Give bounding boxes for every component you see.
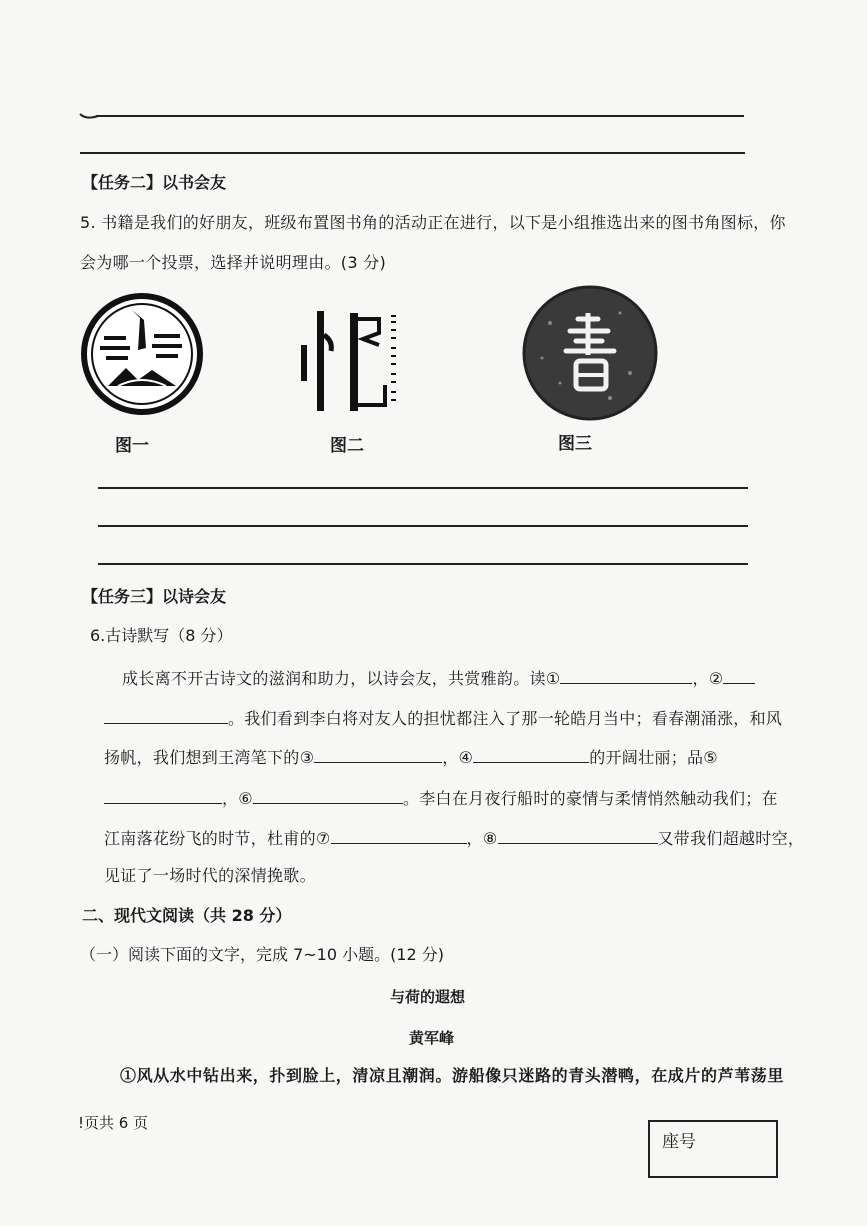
q5-text-line1: 5. 书籍是我们的好朋友，班级布置图书角的活动正在进行，以下是小组推选出来的图书角图标，你 [80,213,786,232]
article-author: 黄军峰 [409,1029,455,1047]
q6-line6: 见证了一场时代的深情挽歌。 [104,866,316,885]
q6-title: 6.古诗默写（8 分） [90,626,233,645]
answer-line [98,563,748,565]
figure-three-caption: 图三 [558,434,592,454]
pen-stroke [78,110,102,124]
blank-6[interactable] [253,786,403,804]
blank-4[interactable] [473,745,589,763]
blank-7[interactable] [331,826,467,844]
q6-line3: 扬帆，我们想到王湾笔下的③ ，④ 的开阔壮丽；品⑤ [104,745,718,768]
task2-header: 【任务二】以书会友 [82,173,227,192]
section2-header: 二、现代文阅读（共 28 分） [82,906,292,925]
figure-one-book-emblem [80,290,204,418]
q6-line1: 成长离不开古诗文的滋润和助力，以诗会友，共赏雅韵。读① ，② [122,666,755,689]
answer-line [98,487,748,489]
blank-3[interactable] [314,745,442,763]
q6-line2: 。我们看到李白将对友人的担忧都注入了那一轮皓月当中；看春潮涌涨，和风 [104,706,782,729]
blank-2-cont[interactable] [104,706,228,724]
section2-sub1: （一）阅读下面的文字，完成 7~10 小题。(12 分) [80,945,445,964]
seat-number-label: 座号 [662,1132,696,1152]
figure-two-glyph-emblem [295,305,410,417]
q6-line4: ，⑥ 。李白在月夜行船时的豪情与柔情悄然触动我们；在 [104,786,778,809]
blank-1[interactable] [560,666,692,684]
blank-5[interactable] [104,786,222,804]
article-para1: ①风从水中钻出来，扑到脸上，清凉且潮润。游船像只迷路的青头潜鸭，在成片的芦苇荡里 [120,1066,785,1085]
blank-8[interactable] [498,826,658,844]
figure-three-calligraphy-emblem [520,283,660,423]
figure-two-caption: 图二 [330,436,364,456]
q6-line5: 江南落花纷飞的时节，杜甫的⑦ ，⑧ 又带我们超越时空， [104,826,804,849]
task3-header: 【任务三】以诗会友 [82,587,227,606]
answer-line [80,152,745,154]
seat-number-box[interactable] [648,1120,778,1178]
figure-one-caption: 图一 [115,436,149,456]
article-title: 与荷的遐想 [390,988,466,1006]
answer-line [98,525,748,527]
q5-text-line2: 会为哪一个投票，选择并说明理由。(3 分) [80,253,387,272]
blank-2-start[interactable] [723,666,755,684]
answer-line [96,115,744,117]
page-footer: !页共 6 页 [78,1114,149,1132]
